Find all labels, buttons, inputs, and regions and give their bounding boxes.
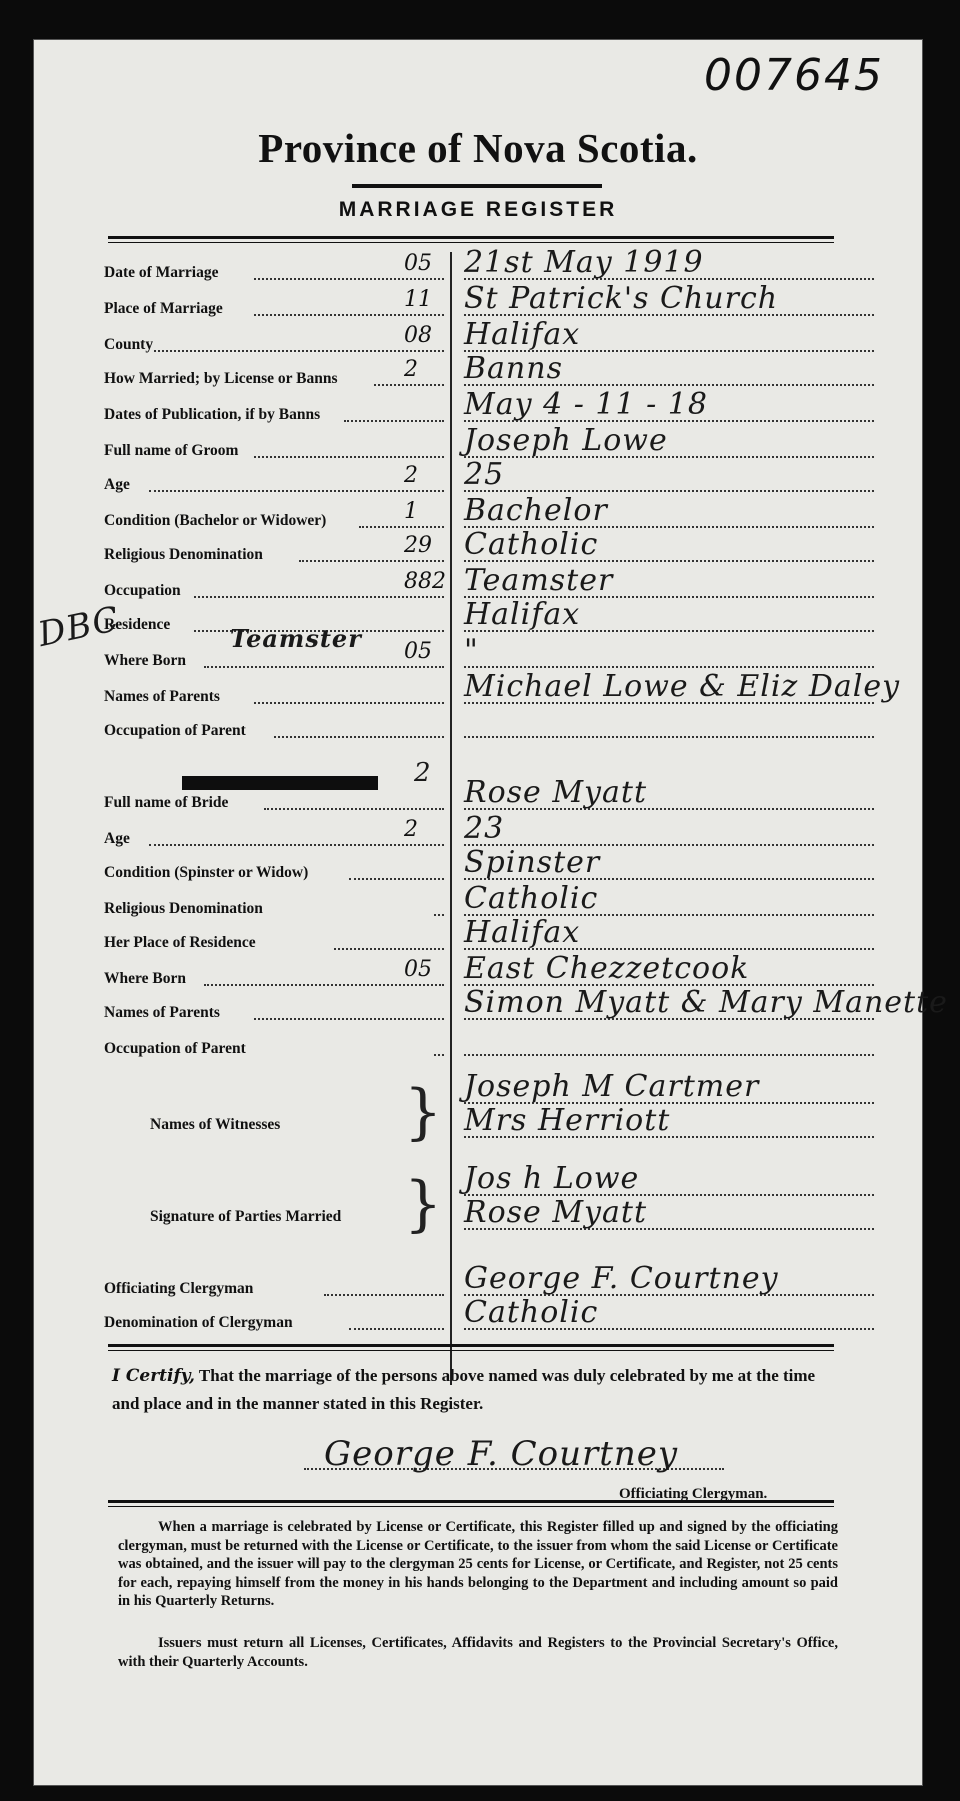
witnesses-label: Names of Witnesses (150, 1116, 281, 1133)
field-label-row (104, 856, 444, 886)
signatures-label: Signature of Parties Married (150, 1208, 342, 1225)
certify-signature: George F. Courtney (324, 1434, 679, 1474)
field-label: Place of Marriage (104, 300, 223, 317)
form-subtitle: MARRIAGE REGISTER (338, 198, 618, 221)
field-value-row (454, 714, 874, 744)
field-value: Rose Myatt (464, 775, 647, 810)
field-value: Halifax (464, 915, 581, 950)
witnesses-value-row (454, 1103, 874, 1144)
field-label: Condition (Bachelor or Widower) (104, 512, 327, 529)
stamp-number: 007645 (704, 50, 884, 101)
field-value: " (464, 633, 479, 668)
field-code: 05 (404, 251, 432, 276)
field-label: Age (104, 476, 130, 493)
field-code: 2 (404, 463, 418, 488)
signatures-label-row (104, 1200, 444, 1230)
witnesses-line1: Joseph M Cartmer (464, 1069, 760, 1104)
field-value-row (454, 423, 874, 464)
field-label-row (104, 463, 444, 498)
field-value: May 4 - 11 - 18 (464, 387, 708, 422)
field-value: Spinster (464, 845, 601, 880)
field-label-row (104, 569, 446, 604)
field-label: Occupation of Parent (104, 1040, 246, 1057)
field-label-row (104, 892, 444, 922)
field-label-row (104, 1306, 444, 1336)
certify-caption: Officiating Clergyman. (619, 1486, 768, 1502)
field-label-row (104, 1272, 444, 1302)
field-label: How Married; by License or Banns (104, 370, 338, 387)
signatures-line1: Jos h Lowe (464, 1161, 640, 1196)
notice-text: When a marriage is celebrated by License or Certificate, this Register filled up and signed by the officiating clergyman, must be returned with the License or Certificate, to the issuer from whom the said License or Certificate was obtained, and the issuer will pay to the clergyman 25 cents for License, or Certificate, and Register, not 25 cents for each, repaying himself from the money in his hands belonging to the Department and including amount so paid in his Quarterly Returns. (118, 1519, 838, 1610)
field-value: 23 (464, 811, 505, 846)
field-label-row (104, 680, 444, 710)
field-value: Catholic (464, 881, 599, 916)
field-code: 2 (404, 357, 418, 382)
certify-signature-line (304, 1436, 724, 1476)
bottom-rule (108, 1500, 834, 1507)
signatures-line2: Rose Myatt (464, 1195, 647, 1230)
field-label: Full name of Bride (104, 794, 229, 811)
section-bar (182, 776, 378, 790)
mid-rule (108, 1344, 834, 1351)
field-label: Officiating Clergyman (104, 1280, 254, 1297)
field-label-row (104, 926, 444, 956)
field-value: St Patrick's Church (464, 281, 779, 316)
witnesses-label-row (104, 1108, 444, 1138)
field-value: Joseph Lowe (464, 423, 668, 458)
field-label-row (104, 714, 444, 744)
signatures-value-row (454, 1195, 874, 1236)
field-label-row (104, 996, 444, 1026)
field-label: Occupation of Parent (104, 722, 246, 739)
field-code: 08 (404, 323, 432, 348)
certify-lead: I Certify, (112, 1366, 195, 1386)
field-label: Her Place of Residence (104, 934, 256, 951)
field-value: 25 (464, 457, 505, 492)
field-label-row (104, 398, 444, 428)
field-label-row (104, 287, 444, 322)
witnesses-line2: Mrs Herriott (464, 1103, 671, 1138)
field-label: Religious Denomination (104, 546, 263, 563)
field-label: Names of Parents (104, 1004, 220, 1021)
field-value: George F. Courtney (464, 1261, 779, 1296)
field-code: 05 (404, 639, 432, 664)
field-label: Names of Parents (104, 688, 220, 705)
column-divider (450, 252, 452, 1385)
field-code: 11 (404, 287, 432, 312)
occupation-note: Teamster (230, 624, 362, 653)
field-code: 05 (404, 957, 432, 982)
field-code: 2 (404, 817, 418, 842)
field-label: Denomination of Clergyman (104, 1314, 293, 1331)
field-label: Condition (Spinster or Widow) (104, 864, 309, 881)
field-label-row (104, 786, 444, 816)
field-label: Date of Marriage (104, 264, 219, 281)
title-divider (352, 184, 602, 188)
field-label-row (104, 817, 444, 852)
field-value-row (454, 669, 901, 710)
margin-note: DBC (34, 598, 124, 656)
field-value: East Chezzetcook (464, 951, 750, 986)
field-label-row (104, 957, 444, 992)
field-value: Catholic (464, 527, 599, 562)
field-label: Age (104, 830, 130, 847)
field-value-row (454, 1032, 874, 1062)
field-label: Full name of Groom (104, 442, 239, 459)
top-rule (108, 236, 834, 243)
brace-icon: } (404, 1169, 443, 1239)
brace-icon: } (404, 1077, 443, 1147)
bride-section-code: 2 (414, 758, 432, 788)
field-value: Bachelor (464, 493, 608, 528)
field-value-row (454, 985, 948, 1026)
field-label-row (104, 533, 444, 568)
field-label: Where Born (104, 970, 186, 987)
certification-text (112, 1362, 842, 1417)
field-code: 882 (404, 569, 446, 594)
field-label-row (104, 323, 444, 358)
field-value: Halifax (464, 317, 581, 352)
field-label: County (104, 336, 154, 353)
field-label: Occupation (104, 582, 181, 599)
field-label-row (104, 499, 444, 534)
field-value: Teamster (464, 563, 614, 598)
field-label: Dates of Publication, if by Banns (104, 406, 321, 423)
field-label: Residence (104, 616, 171, 633)
form-title: Province of Nova Scotia. (258, 125, 698, 171)
field-value: Catholic (464, 1295, 599, 1330)
field-label-row (104, 1032, 444, 1062)
field-label-row (104, 434, 444, 464)
field-label: Religious Denomination (104, 900, 263, 917)
field-value-row (454, 1295, 874, 1336)
field-value-row (454, 597, 874, 638)
notice-text-2: Issuers must return all Licenses, Certificates, Affidavits and Registers to the Provincial Secretary's Office, with their Quarterly Accounts. (118, 1635, 838, 1670)
field-label-row (104, 357, 444, 392)
register-form (34, 40, 948, 1785)
field-value: Banns (464, 351, 563, 386)
field-code: 1 (404, 499, 418, 524)
field-value: Simon Myatt & Mary Manette (464, 985, 948, 1020)
field-label-row (104, 251, 444, 286)
field-value-row (454, 775, 874, 816)
field-label: Where Born (104, 652, 186, 669)
field-value: Halifax (464, 597, 581, 632)
field-value: 21st May 1919 (464, 245, 704, 280)
certify-body: That the marriage of the persons above named was duly celebrated by me at the time and place and in the manner stated in this Register. (112, 1366, 816, 1413)
field-value: Michael Lowe & Eliz Daley (464, 669, 901, 704)
field-code: 29 (404, 533, 432, 558)
